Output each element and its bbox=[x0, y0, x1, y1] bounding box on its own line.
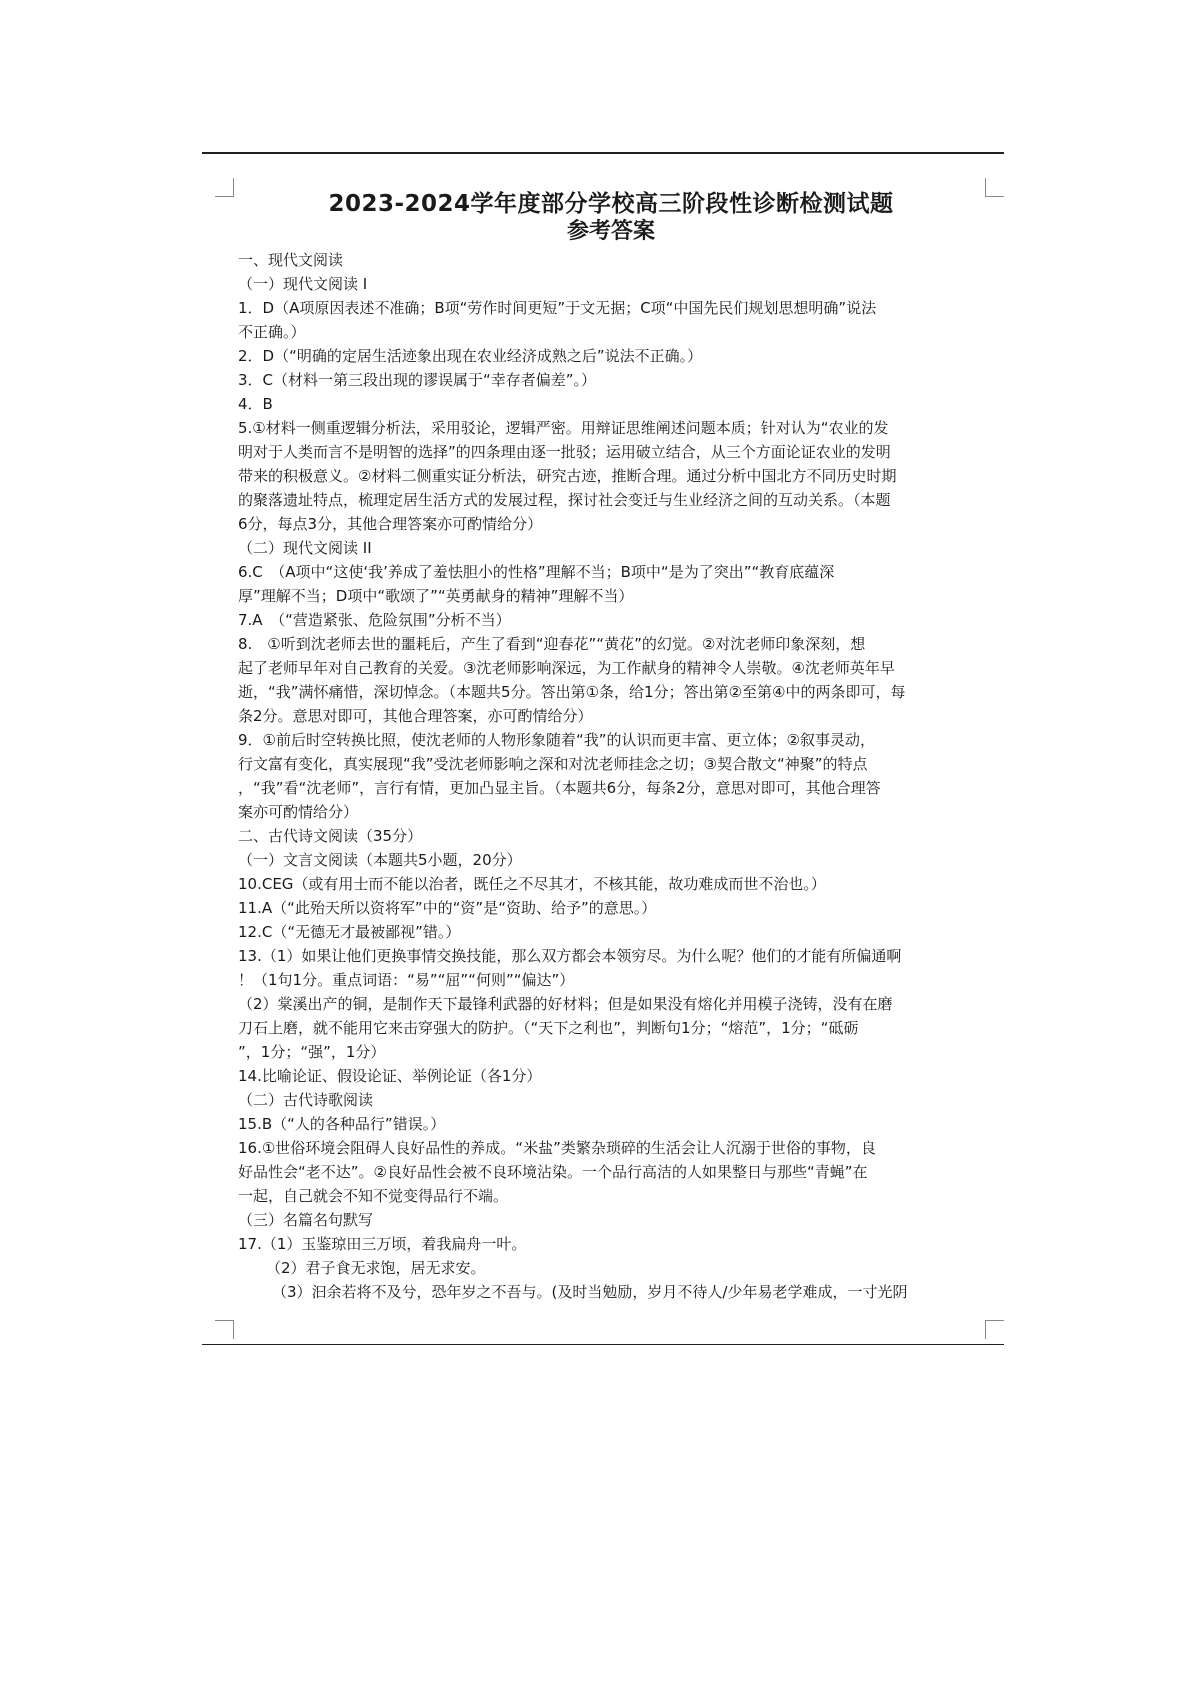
text-line: 一、现代文阅读 bbox=[238, 251, 344, 269]
corner-mark-top-right bbox=[985, 178, 1004, 197]
text-line: 1．D（A项原因表述不准确；B项“劳作时间更短”于文无据；C项“中国先民们规划思想明确”说法 bbox=[238, 299, 877, 317]
text-line: （三）名篇名句默写 bbox=[238, 1211, 374, 1229]
text-line: 10.CEG（或有用士而不能以治者，既任之不尽其才，不核其能，故功难成而世不治也。） bbox=[238, 875, 826, 893]
text-line: 二、古代诗文阅读（35分） bbox=[238, 827, 423, 845]
text-line: 6.C （A项中“这使‘我’养成了羞怯胆小的性格”理解不当；B项中“是为了突出”“教育底蕴深 bbox=[238, 563, 835, 581]
document-title: 2023-2024学年度部分学校高三阶段性诊断检测试题 bbox=[328, 191, 894, 217]
text-line: （2）棠溪出产的铜，是制作天下最锋利武器的好材料；但是如果没有熔化并用模子浇铸，没有在磨 bbox=[238, 995, 893, 1013]
text-line: 3．C（材料一第三段出现的谬误属于“幸存者偏差”。） bbox=[238, 371, 597, 389]
text-line: 起了老师早年对自己教育的关爱。③沈老师影响深远，为工作献身的精神令人崇敬。④沈老师英年早 bbox=[238, 659, 895, 677]
text-line: 14.比喻论证、假设论证、举例论证（各1分） bbox=[238, 1067, 542, 1085]
text-line: （二）现代文阅读 II bbox=[238, 539, 372, 557]
text-line: 案亦可酌情给分） bbox=[238, 803, 359, 821]
text-line: （一）现代文阅读 I bbox=[238, 275, 368, 293]
corner-mark-top-left bbox=[215, 178, 234, 197]
text-line: 7.A （“营造紧张、危险氛围”分析不当） bbox=[238, 611, 511, 629]
text-line: 好品性会“老不达”。②良好品性会被不良环境沾染。一个品行高洁的人如果整日与那些“青蝇”在 bbox=[238, 1163, 868, 1181]
text-line: 6分，每点3分，其他合理答案亦可酌情给分） bbox=[238, 515, 543, 533]
text-line: 2．D（“明确的定居生活迹象出现在农业经济成熟之后”说法不正确。） bbox=[238, 347, 703, 365]
top-rule bbox=[202, 152, 1004, 154]
text-line: 明对于人类而言不是明智的选择”的四条理由逐一批驳；运用破立结合，从三个方面论证农业的发明 bbox=[238, 443, 891, 461]
text-line: 13.（1）如果让他们更换事情交换技能，那么双方都会本领穷尽。为什么呢？他们的才能有所偏通啊 bbox=[238, 947, 902, 965]
text-line: 15.B（“人的各种品行”错误。） bbox=[238, 1115, 446, 1133]
text-line: 5.①材料一侧重逻辑分析法，采用驳论，逻辑严密。用辩证思维阐述问题本质；针对认为“农业的发 bbox=[238, 419, 889, 437]
answer-body bbox=[238, 248, 984, 1304]
bottom-rule bbox=[202, 1344, 1004, 1345]
text-line: ！（1句1分。重点词语：“易”“屈”“何则”“偏达”） bbox=[238, 971, 575, 989]
text-line: 16.①世俗环境会阻碍人良好品性的养成。“米盐”类繁杂琐碎的生活会让人沉溺于世俗的事物，良 bbox=[238, 1139, 876, 1157]
text-line: 17.（1）玉鉴琼田三万顷，着我扁舟一叶。 bbox=[238, 1235, 527, 1253]
text-line: 9．①前后时空转换比照，使沈老师的人物形象随着“我”的认识而更丰富、更立体；②叙事灵动， bbox=[238, 731, 875, 749]
text-line: 4．B bbox=[238, 395, 273, 413]
text-line: 厚”理解不当；D项中“歌颂了”“英勇献身的精神”理解不当） bbox=[238, 587, 634, 605]
text-line: （二）古代诗歌阅读 bbox=[238, 1091, 374, 1109]
text-line: 不正确。） bbox=[238, 323, 306, 341]
text-line: （3）汩余若将不及兮，恐年岁之不吾与。(及时当勉励，岁月不待人/少年易老学难成，一寸光阴 bbox=[272, 1283, 908, 1301]
text-line: （一）文言文阅读（本题共5小题，20分） bbox=[238, 851, 522, 869]
text-line: 带来的积极意义。②材料二侧重实证分析法，研究古迹，推断合理。通过分析中国北方不同历史时期 bbox=[238, 467, 897, 485]
text-line: 行文富有变化，真实展现“我”受沈老师影响之深和对沈老师挂念之切；③契合散文“神聚”的特点 bbox=[238, 755, 868, 773]
text-line: 一起，自己就会不知不觉变得品行不端。 bbox=[238, 1187, 509, 1205]
answer-sheet bbox=[238, 190, 984, 1304]
text-line: 逝，“我”满怀痛惜，深切悼念。（本题共5分。答出第①条，给1分；答出第②至第④中的两条即可，每 bbox=[238, 683, 906, 701]
text-line: 12.C（“无德无才最被鄙视”错。） bbox=[238, 923, 461, 941]
text-line: 11.A（“此殆天所以资将军”中的“资”是“资助、给予”的意思。） bbox=[238, 899, 657, 917]
corner-mark-bottom-right bbox=[985, 1320, 1004, 1339]
text-line: 刀石上磨，就不能用它来击穿强大的防护。（“天下之利也”，判断句1分；“熔范”，1分；“砥砺 bbox=[238, 1019, 859, 1037]
text-line: ”，1分；“强”，1分） bbox=[238, 1043, 386, 1061]
text-line: 的聚落遗址特点，梳理定居生活方式的发展过程，探讨社会变迁与生业经济之间的互动关系。（本题 bbox=[238, 491, 891, 509]
text-line: 条2分。意思对即可，其他合理答案，亦可酌情给分） bbox=[238, 707, 593, 725]
text-line: （2）君子食无求饱，居无求安。 bbox=[266, 1259, 486, 1277]
document-subtitle: 参考答案 bbox=[566, 219, 655, 244]
text-line: 8. ①听到沈老师去世的噩耗后，产生了看到“迎春花”“黄花”的幻觉。②对沈老师印象深刻，想 bbox=[238, 635, 866, 653]
corner-mark-bottom-left bbox=[215, 1320, 234, 1339]
text-line: ，“我”看“沈老师”，言行有情，更加凸显主旨。（本题共6分，每条2分，意思对即可，其他合理答 bbox=[238, 779, 881, 797]
